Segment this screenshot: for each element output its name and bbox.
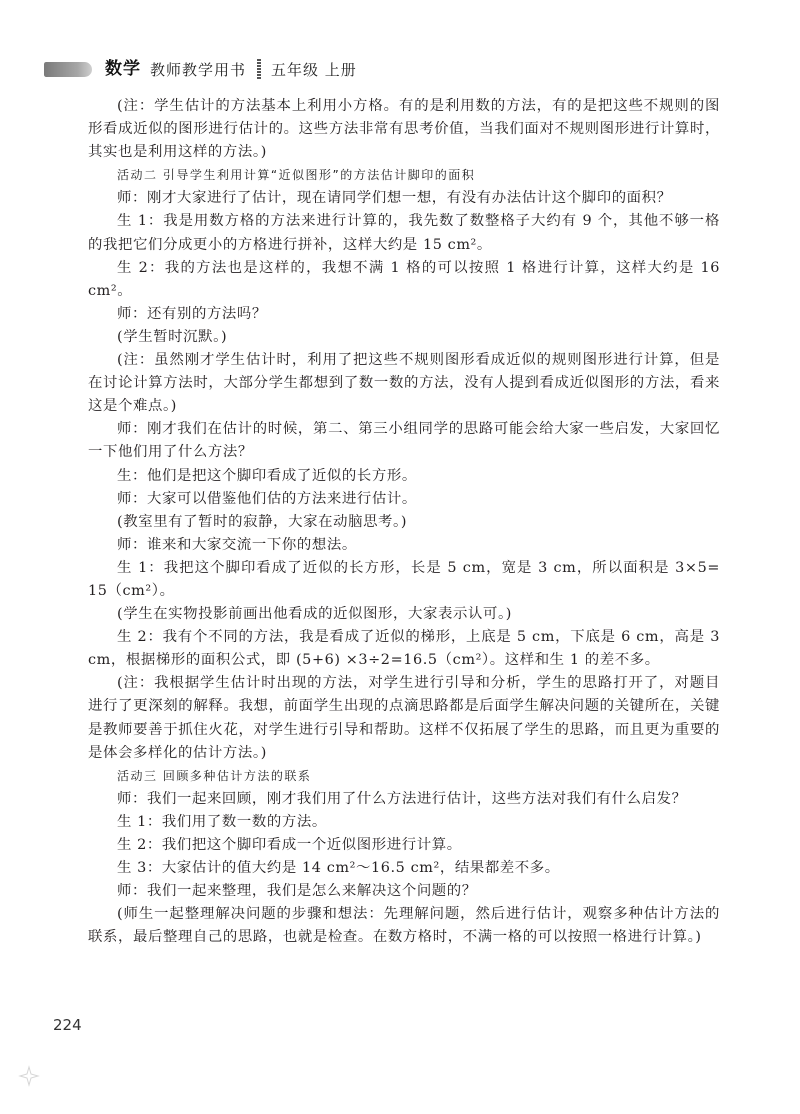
watermark-logo-icon xyxy=(18,1065,40,1087)
paragraph: (教室里有了暂时的寂静，大家在动脑思考。) xyxy=(117,513,408,530)
paragraph: 师：谁来和大家交流一下你的想法。 xyxy=(117,536,357,553)
paragraph: (注：学生估计的方法基本上利用小方格。有的是利用数的方法，有的是把这些不规则的图形看成近似的图形进行估计的。这些方法非常有思考价值，当我们面对不规则图形进行计算时，其实也是利用这样的方法。) xyxy=(88,98,720,161)
paragraph: 师：我们一起来整理，我们是怎么来解决这个问题的？ xyxy=(117,883,477,900)
paragraph: 生 1：我们用了数一数的方法。 xyxy=(117,813,327,830)
paragraph: 师：我们一起来回顾，刚才我们用了什么方法进行估计，这些方法对我们有什么启发？ xyxy=(117,790,687,807)
paragraph: 生 2：我有个不同的方法，我是看成了近似的梯形，上底是 5 cm，下底是 6 cm，高是 3 cm，根据梯形的面积公式，即 (5+6) ×3÷2=16.5（cm²）。这样和生 1 的差不多。 xyxy=(88,629,720,669)
paragraph: (师生一起整理解决问题的步骤和想法：先理解问题，然后进行估计，观察多种估计方法的联系，最后整理自己的思路，也就是检查。在数方格时，不满一格的可以按照一格进行计算。) xyxy=(88,906,720,946)
activity-heading: 活动三 回顾多种估计方法的联系 xyxy=(117,768,312,783)
paragraph: 生 2：我们把这个脚印看成一个近似图形进行计算。 xyxy=(117,837,462,853)
activity-heading: 活动二 引导学生利用计算“近似图形”的方法估计脚印的面积 xyxy=(117,168,476,183)
paragraph: 师：刚才我们在估计的时候，第二、第三小组同学的思路可能会给大家一些启发，大家回忆一下他们用了什么方法？ xyxy=(88,421,720,461)
header-separator xyxy=(257,59,261,79)
paragraph: (注：我根据学生估计时出现的方法，对学生进行引导和分析，学生的思路打开了，对题目进行了更深刻的解释。我想，前面学生出现的点滴思路都是后面学生解决问题的关键所在，关键是教师要善于抓住火花，对学生进行引导和帮助。这样不仅拓展了学生的思路，而且更为重要的是体会多样化的估计方法。) xyxy=(88,675,720,761)
page-content xyxy=(88,95,720,949)
paragraph: 生 3：大家估计的值大约是 14 cm²～16.5 cm²，结果都差不多。 xyxy=(117,860,560,877)
paragraph: 生 2：我的方法也是这样的，我想不满 1 格的可以按照 1 格进行计算，这样大约是 16 cm²。 xyxy=(88,259,720,299)
header-book-title: 教师教学用书 xyxy=(150,61,247,79)
paragraph: 生：他们是把这个脚印看成了近似的长方形。 xyxy=(117,467,417,484)
paragraph: 生 1：我是用数方格的方法来进行计算的，我先数了数整格子大约有 9 个，其他不够一格的我把它们分成更小的方格进行拼补，这样大约是 15 cm²。 xyxy=(88,213,720,253)
paragraph: (注：虽然刚才学生估计时，利用了把这些不规则图形看成近似的规则图形进行计算，但是在讨论计算方法时，大部分学生都想到了数一数的方法，没有人提到看成近似图形的方法，看来这是个难点。) xyxy=(88,352,720,415)
header-grade: 五年级 上册 xyxy=(271,61,357,79)
page-number: 224 xyxy=(53,1016,82,1034)
header-subject: 数学 xyxy=(105,59,141,79)
paragraph: 生 1：我把这个脚印看成了近似的长方形，长是 5 cm，宽是 3 cm，所以面积是 3×5= 15（cm²）。 xyxy=(88,559,720,599)
paragraph: 师：大家可以借鉴他们估的方法来进行估计。 xyxy=(117,490,417,507)
paragraph: 师：还有别的方法吗？ xyxy=(117,305,267,322)
header-tab-icon xyxy=(44,62,92,77)
paragraph: (学生暂时沉默。) xyxy=(117,328,228,345)
paragraph: 师：刚才大家进行了估计，现在请同学们想一想，有没有办法估计这个脚印的面积？ xyxy=(117,190,672,207)
paragraph: (学生在实物投影前画出他看成的近似图形，大家表示认可。) xyxy=(117,606,512,623)
